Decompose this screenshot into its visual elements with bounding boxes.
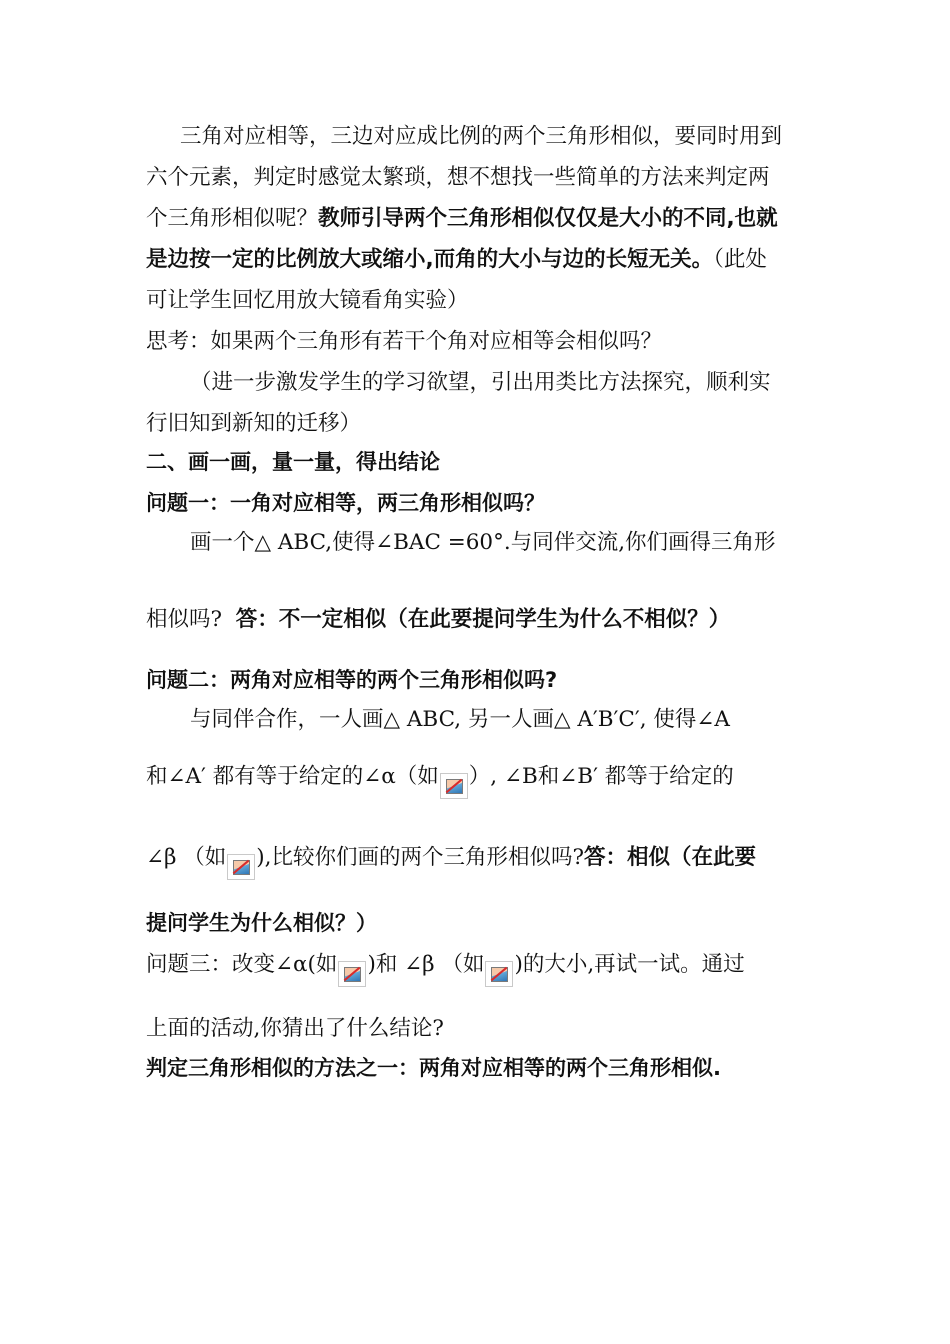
paragraph-line: 三角对应相等，三边对应成比例的两个三角形相似，要同时用到 — [180, 124, 783, 149]
emphasis-text: 教师引导两个三角形相似仅仅是大小的不同,也就 — [318, 206, 778, 231]
emphasis-text: 是边按一定的比例放大或缩小,而角的大小与边的长短无关。 — [146, 247, 714, 272]
paragraph-line — [146, 605, 730, 635]
text-span: )的大小,再试一试。通过 — [514, 952, 745, 977]
answer-text: 提问学生为什么相似？） — [146, 911, 377, 935]
broken-image-icon — [227, 854, 255, 880]
text-span: )和 ∠β （如 — [367, 952, 485, 977]
text-span: 和∠A′ 都有等于给定的∠α（如 — [146, 764, 439, 789]
answer-text: 答：不一定相似（在此要提问学生为什么不相似？） — [235, 607, 731, 632]
paragraph-line — [146, 843, 756, 880]
paragraph-line: 上面的活动,你猜出了什么结论? — [146, 1016, 444, 1041]
text-span: 问题三：改变∠α(如 — [146, 952, 338, 977]
question-title: 问题一：一角对应相等，两三角形相似吗？ — [146, 491, 545, 515]
text-span: 个三角形相似呢？ — [146, 206, 319, 231]
text-span: ),比较你们画的两个三角形相似吗? — [256, 845, 585, 870]
paragraph-line: 画一个△ ABC,使得∠BAC =60°.与同伴交流,你们画得三角形 — [190, 530, 776, 555]
paragraph-line — [146, 204, 778, 234]
text-span: 相似吗? — [146, 607, 223, 632]
note-line: （进一步激发学生的学习欲望，引出用类比方法探究，顺利实 — [190, 370, 771, 395]
paragraph-line — [146, 245, 767, 275]
text-span: ∠β （如 — [146, 845, 227, 870]
conclusion: 判定三角形相似的方法之一：两角对应相等的两个三角形相似. — [146, 1056, 721, 1080]
paragraph-line: 与同伴合作，一人画△ ABC, 另一人画△ A′B′C′, 使得∠A — [190, 707, 730, 732]
broken-image-icon — [485, 961, 513, 987]
text-span: ）, ∠B和∠B′ 都等于给定的 — [468, 764, 734, 789]
broken-image-icon — [440, 773, 468, 799]
paragraph-line: 可让学生回忆用放大镜看角实验） — [146, 288, 469, 313]
text-span: （此处 — [713, 247, 767, 272]
think-question: 思考：如果两个三角形有若干个角对应相等会相似吗？ — [146, 329, 663, 354]
paragraph-line: 六个元素，判定时感觉太繁琐，想不想找一些简单的方法来判定两 — [146, 165, 770, 190]
note-line: 行旧知到新知的迁移） — [146, 411, 362, 436]
question-title: 问题二：两角对应相等的两个三角形相似吗? — [146, 668, 558, 692]
paragraph-line — [146, 950, 745, 987]
answer-text: 答：相似（在此要 — [584, 845, 757, 870]
broken-image-icon — [338, 961, 366, 987]
section-heading: 二、画一画，量一量，得出结论 — [146, 450, 440, 474]
paragraph-line — [146, 762, 734, 799]
